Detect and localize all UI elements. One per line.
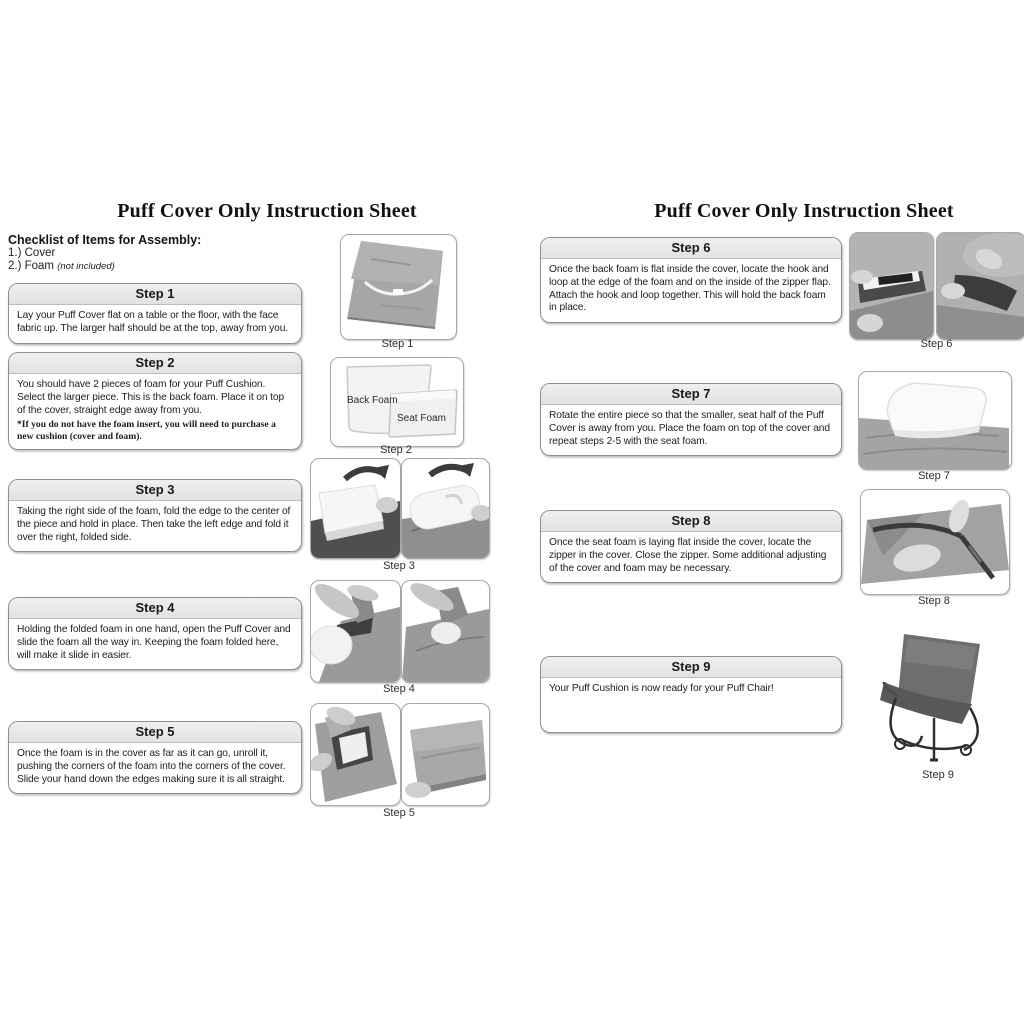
step-7-box <box>540 383 842 456</box>
step-7-photo-caption: Step 7 <box>918 470 950 482</box>
checklist-item-foam <box>8 260 115 272</box>
step-1-header: Step 1 <box>9 284 301 305</box>
step-2-box <box>8 352 302 450</box>
step-4-photo-left <box>310 580 401 683</box>
step-6-box <box>540 237 842 323</box>
step-6-photo-left <box>849 232 934 340</box>
checklist-heading: Checklist of Items for Assembly: <box>8 233 202 247</box>
step-9-photo-caption: Step 9 <box>922 769 954 781</box>
step-5-photo-left <box>310 703 401 806</box>
step-3-photo-right <box>401 458 490 559</box>
step-3-header: Step 3 <box>9 480 301 501</box>
step-4-box <box>8 597 302 670</box>
step-3-box <box>8 479 302 552</box>
step-2-body <box>9 374 301 449</box>
step-4-header: Step 4 <box>9 598 301 619</box>
unroll-foam-illustration <box>311 704 400 805</box>
step-2-header: Step 2 <box>9 353 301 374</box>
cover-flat-illustration <box>341 235 456 339</box>
fold-foam-right-illustration <box>311 459 400 558</box>
step-6-photo-caption: Step 6 <box>920 338 953 350</box>
flat-cushion-illustration <box>402 704 489 805</box>
step-7-header: Step 7 <box>541 384 841 405</box>
close-zipper-illustration <box>861 490 1009 594</box>
step-6-photo-right <box>936 232 1024 340</box>
step-1-box <box>8 283 302 344</box>
step-2-photo <box>330 357 464 447</box>
step-9-body: Your Puff Cushion is now ready for your Puff Chair! <box>549 683 774 694</box>
slide-foam-in-illustration <box>402 581 489 682</box>
step-1-photo <box>340 234 457 340</box>
page-title-right: Puff Cover Only Instruction Sheet <box>654 200 954 222</box>
step-5-photo-caption: Step 5 <box>383 807 415 819</box>
step-2-photo-caption: Step 2 <box>380 444 412 456</box>
step-7-body: Rotate the entire piece so that the smaller, seat half of the Puff Cover is away from you. Place the foam on top of the cover and repeat steps 2-5 with the seat foam. <box>549 410 830 447</box>
step-2-body-text: You should have 2 pieces of foam for your Puff Cushion. Select the larger piece. This is the back foam. Place it on top of the cover, straight edge away from you. <box>17 379 285 416</box>
foam-on-cover-illustration <box>859 372 1011 469</box>
step-5-header: Step 5 <box>9 722 301 743</box>
step-1-body: Lay your Puff Cover flat on a table or the floor, with the face fabric up. The larger half should be at the top, away from you. <box>17 310 288 334</box>
step-8-box <box>540 510 842 583</box>
step-9-header: Step 9 <box>541 657 841 678</box>
hook-loop-attach-illustration <box>850 233 933 339</box>
step-6-body: Once the back foam is flat inside the cover, locate the hook and loop at the edge of the foam and on the inside of the zipper flap. Attach the hook and loop together. This will hold the back foam in place. <box>549 264 831 314</box>
page-title-left: Puff Cover Only Instruction Sheet <box>117 200 417 222</box>
step-3-body: Taking the right side of the foam, fold the edge to the center of the piece and hold in place. Then take the left edge and fold it over the right, folded side. <box>17 506 291 543</box>
step-4-photo-right <box>401 580 490 683</box>
seat-foam-label: Seat Foam <box>397 413 446 424</box>
step-8-photo-caption: Step 8 <box>918 595 950 607</box>
step-8-header: Step 8 <box>541 511 841 532</box>
step-4-photo-caption: Step 4 <box>383 683 415 695</box>
zipper-flap-pull-illustration <box>937 233 1024 339</box>
step-9-box <box>540 656 842 733</box>
step-7-photo <box>858 371 1012 470</box>
step-3-photo-caption: Step 3 <box>383 560 415 572</box>
step-3-photo-left <box>310 458 401 559</box>
step-6-header: Step 6 <box>541 238 841 259</box>
step-5-box <box>8 721 302 794</box>
insert-foam-illustration <box>311 581 400 682</box>
checklist-item-cover: 1.) Cover <box>8 247 56 259</box>
step-8-photo <box>860 489 1010 595</box>
puff-chair-illustration <box>876 622 1000 768</box>
step-5-body: Once the foam is in the cover as far as it can go, unroll it, pushing the corners of the foam into the corners of the cover. Slide your hand down the edges making sure it is all straight. <box>17 748 286 785</box>
checklist-item-foam-text: 2.) Foam <box>8 260 55 272</box>
checklist-item-foam-note: (not included) <box>57 261 115 272</box>
step-4-body: Holding the folded foam in one hand, open the Puff Cover and slide the foam all the way in. Keeping the foam folded here, will make it slide in easier. <box>17 624 291 661</box>
step-2-note: *If you do not have the foam insert, you will need to purchase a new cushion (cover and foam). <box>17 419 276 442</box>
step-8-body: Once the seat foam is laying flat inside the cover, locate the zipper in the cover. Close the zipper. Some additional adjusting of the cover and foam may be necessary. <box>549 537 827 574</box>
step-1-photo-caption: Step 1 <box>381 338 414 350</box>
step-5-photo-right <box>401 703 490 806</box>
fold-foam-left-illustration <box>402 459 489 558</box>
back-foam-label: Back Foam <box>347 395 398 406</box>
step-9-photo <box>876 622 1000 768</box>
